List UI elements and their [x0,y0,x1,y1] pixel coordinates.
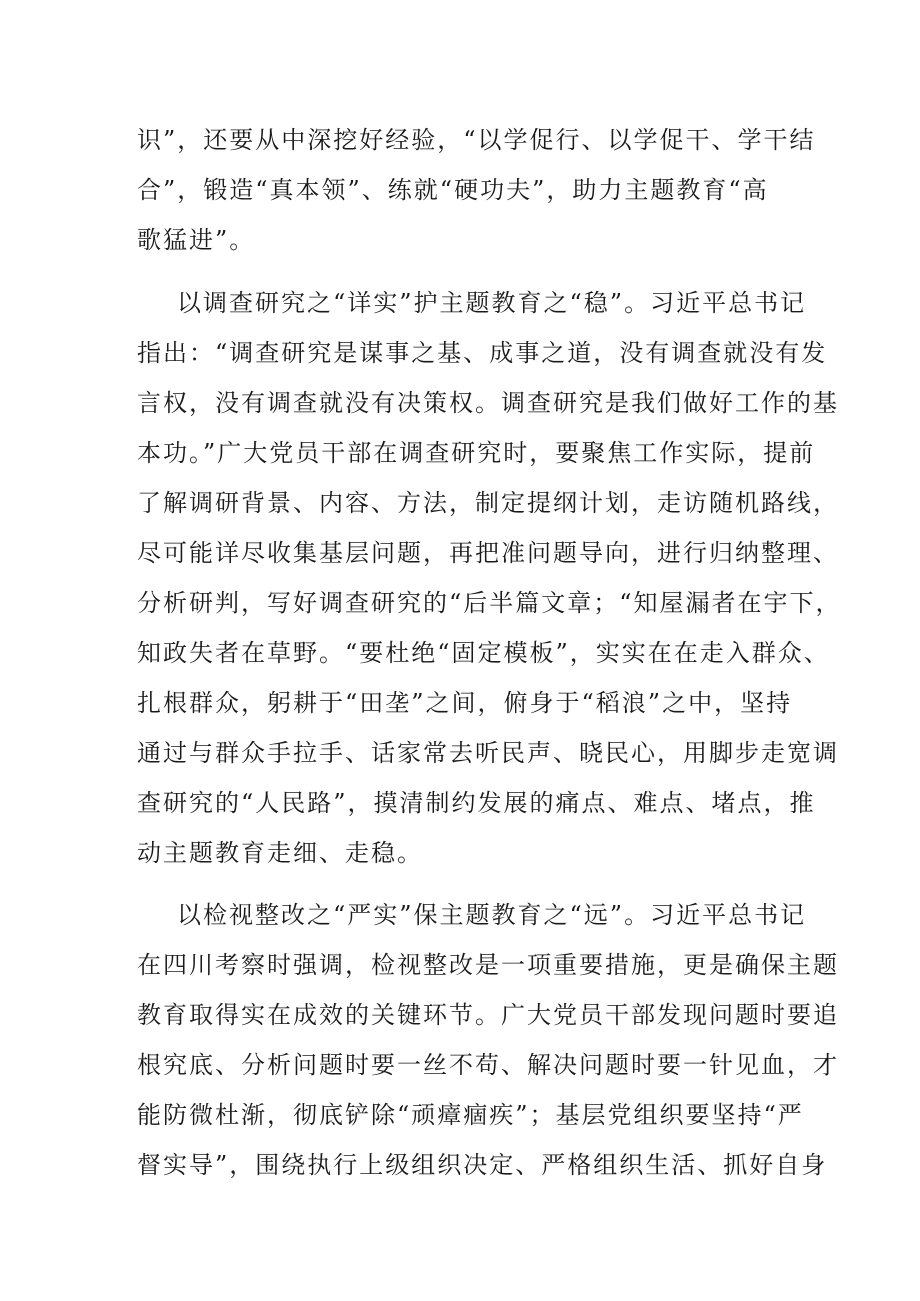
paragraph-2-line-10: 通过与群众手拉手、话家常去听民声、晓民心，用脚步走宽调 [137,739,839,767]
paragraph-2-line-5: 了解调研背景、内容、方法，制定提纲计划，走访随机路线， [137,489,839,517]
paragraph-1-line-1: 识”，还要从中深挖好经验，“以学促行、以学促干、学干结 [137,126,816,154]
paragraph-1-line-3: 歌猛进”。 [137,226,256,254]
paragraph-2-line-4: 本功。”广大党员干部在调查研究时，要聚焦工作实际，提前 [137,439,816,467]
paragraph-3-line-5: 能防微杜渐，彻底铲除“顽瘴痼疾”；基层党组织要坚持“严 [137,1101,804,1129]
paragraph-2-line-2: 指出：“调查研究是谋事之基、成事之道，没有调查就没有发 [137,339,828,367]
paragraph-2-line-12: 动主题教育走细、走稳。 [137,839,423,867]
paragraph-3-line-4: 根究底、分析问题时要一丝不苟、解决问题时要一针见血，才 [137,1051,839,1079]
paragraph-2-line-1: 以调查研究之“详实”护主题教育之“稳”。习近平总书记 [177,289,807,317]
paragraph-2-line-8: 知政失者在草野。“要杜绝“固定模板”，实实在在走入群众、 [137,639,830,667]
paragraph-1-line-2: 合”，锻造“真本领”、练就“硬功夫”，助力主题教育“高 [137,176,769,204]
paragraph-3-line-2: 在四川考察时强调，检视整改是一项重要措施，更是确保主题 [137,951,839,979]
paragraph-2-line-11: 查研究的“人民路”，摸清制约发展的痛点、难点、堵点，推 [137,789,816,817]
paragraph-3-line-3: 教育取得实在成效的关键环节。广大党员干部发现问题时要追 [137,1001,839,1029]
paragraph-2-line-6: 尽可能详尽收集基层问题，再把准问题导向，进行归纳整理、 [137,539,839,567]
paragraph-3-line-1: 以检视整改之“严实”保主题教育之“远”。习近平总书记 [177,901,807,929]
paragraph-2-line-3: 言权，没有调查就没有决策权。调查研究是我们做好工作的基 [137,389,839,417]
paragraph-3-line-6: 督实导”，围绕执行上级组织决定、严格组织生活、抓好自身 [137,1151,828,1179]
paragraph-2-line-9: 扎根群众，躬耕于“田垄”之间，俯身于“稻浪”之中，坚持 [137,689,793,717]
paragraph-2-line-7: 分析研判，写好调查研究的“后半篇文章；“知屋漏者在宇下， [137,589,842,617]
